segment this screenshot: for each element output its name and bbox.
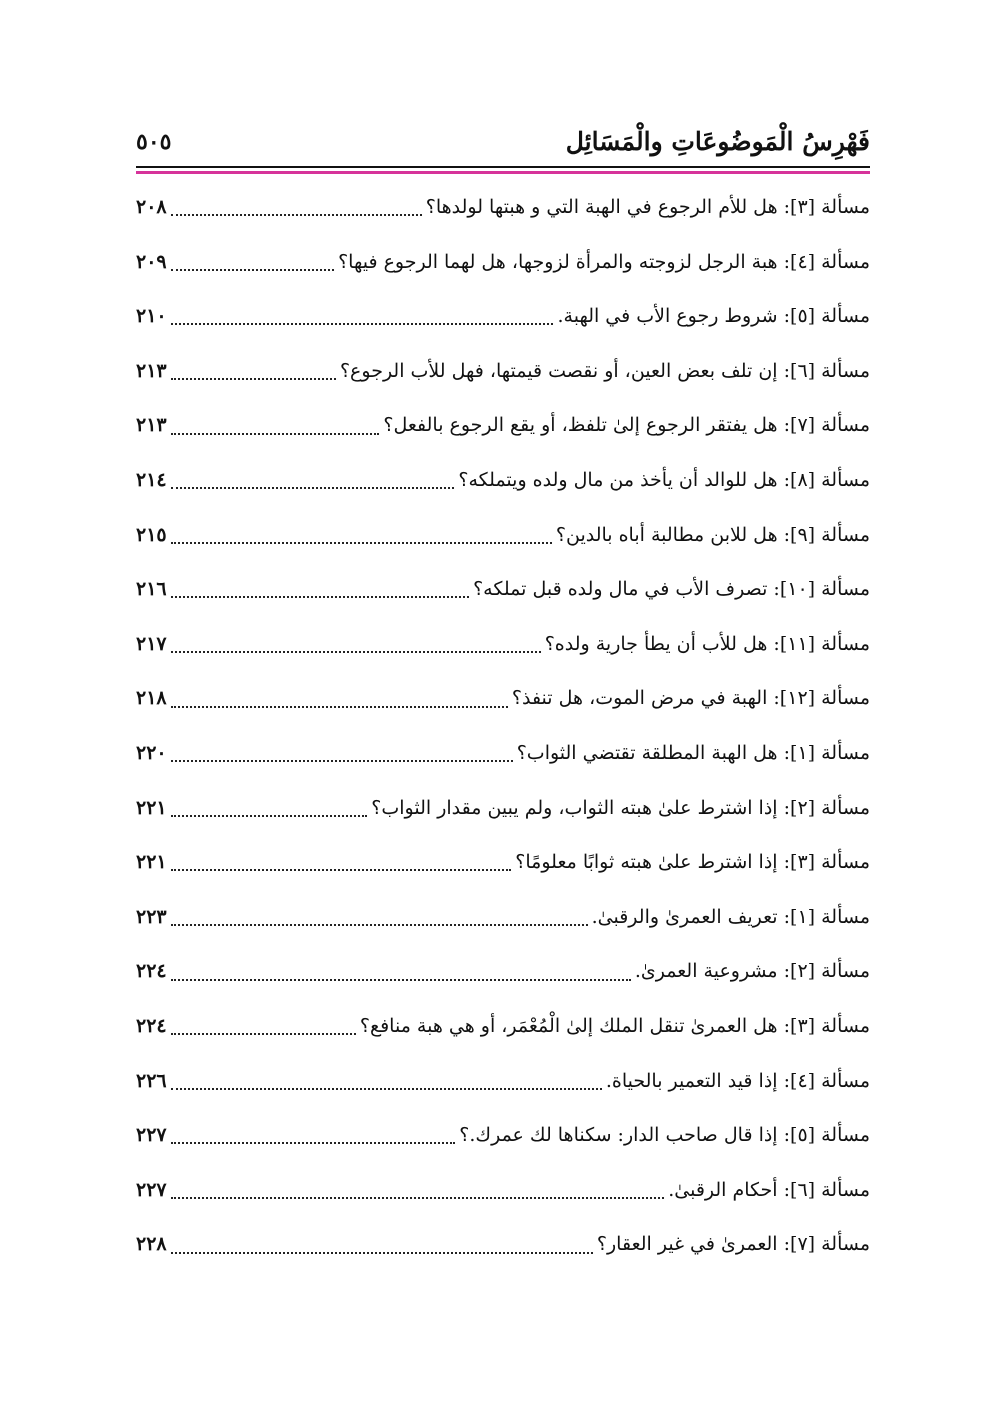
toc-entry xyxy=(136,1163,870,1218)
toc-entry xyxy=(136,180,870,235)
toc-entry-page: ٢٠٨ xyxy=(136,196,167,218)
toc-entry xyxy=(136,944,870,999)
toc-entry-label: مسألة [٣]: إذا اشترط علىٰ هبته ثوابًا معلومًا؟ xyxy=(515,851,870,874)
toc-entry-page: ٢١٨ xyxy=(136,687,167,710)
toc-entry-page: ٢٢٤ xyxy=(136,1014,167,1037)
toc-entry-leader xyxy=(171,760,513,762)
toc-entry-label: مسألة [٦]: أحكام الرقبىٰ. xyxy=(668,1178,870,1201)
toc-entry-label: مسألة [٢]: إذا اشترط علىٰ هبته الثواب، ولم يبين مقدار الثواب؟ xyxy=(371,796,870,819)
toc-entry-leader xyxy=(171,869,512,871)
toc-entry xyxy=(136,344,870,399)
toc-entry xyxy=(136,1108,870,1163)
toc-entry-leader xyxy=(171,1142,456,1144)
toc-entry-label: مسألة [٨]: هل للوالد أن يأخذ من مال ولده ويتملكه؟ xyxy=(458,468,870,491)
toc-entry-label: مسألة [٧]: هل يفتقر الرجوع إلىٰ تلفظ، أو يقع الرجوع بالفعل؟ xyxy=(383,414,870,437)
toc-entry-page: ٢٢٤ xyxy=(136,960,167,983)
toc-entry-label: مسألة [٥]: إذا قال صاحب الدار: سكناها لك عمرك.؟ xyxy=(459,1124,870,1147)
toc-entry-page: ٢٢٣ xyxy=(136,905,167,928)
toc-entry-leader xyxy=(171,979,631,981)
toc-entry-label: مسألة [١]: تعريف العمرىٰ والرقبىٰ. xyxy=(591,905,870,928)
toc-entry xyxy=(136,453,870,508)
toc-entry-leader xyxy=(171,378,336,380)
toc-entry-label: مسألة [١]: هل الهبة المطلقة تقتضي الثواب؟ xyxy=(516,741,870,764)
toc-entry xyxy=(136,671,870,726)
toc-entry xyxy=(136,508,870,563)
toc-entry-page: ٢٢١ xyxy=(136,796,167,819)
running-header xyxy=(136,122,870,162)
toc-entry-leader xyxy=(171,269,334,271)
toc-entry-page: ٢٢٨ xyxy=(136,1233,167,1256)
toc-entry-page: ٢٢٧ xyxy=(136,1124,167,1147)
toc-entry-label: مسألة [٤]: هبة الرجل لزوجته والمرأة لزوجها، هل لهما الرجوع فيها؟ xyxy=(338,250,870,273)
toc-entry-label: مسألة [٣]: هل العمرىٰ تنقل الملك إلىٰ الْمُعْمَر، أو هي هبة منافع؟ xyxy=(359,1014,870,1037)
toc-entry-leader xyxy=(171,214,422,216)
toc-entry-page: ٢٢١ xyxy=(136,851,167,874)
toc-entry-leader xyxy=(171,433,380,435)
toc-entry xyxy=(136,289,870,344)
toc-entry-leader xyxy=(171,1088,602,1090)
toc-entry-leader xyxy=(171,1197,665,1199)
toc-entry-leader xyxy=(171,323,554,325)
toc-entry-label: مسألة [٦]: إن تلف بعض العين، أو نقصت قيمتها، فهل للأب الرجوع؟ xyxy=(339,359,870,382)
toc-entry-page: ٢٢٧ xyxy=(136,1178,167,1201)
toc-entry-label: مسألة [١٢]: الهبة في مرض الموت، هل تنفذ؟ xyxy=(511,687,870,710)
toc-entry-label: مسألة [٤]: إذا قيد التعمير بالحياة. xyxy=(605,1069,870,1092)
toc-entry-page: ٢١٣ xyxy=(136,359,167,382)
toc-entry-label: مسألة [٥]: شروط رجوع الأب في الهبة. xyxy=(557,305,870,328)
toc-entry-leader xyxy=(171,706,508,708)
header-rule-pink xyxy=(136,171,870,174)
toc-entry-leader xyxy=(171,596,469,598)
toc-entry-label: مسألة [٣]: هل للأم الرجوع في الهبة التي و هبتها لولدها؟ xyxy=(425,196,870,218)
header-page-number: ٥٠٥ xyxy=(136,129,172,155)
toc-entry xyxy=(136,398,870,453)
toc-entry-leader xyxy=(171,542,552,544)
toc-entry-page: ٢١٧ xyxy=(136,632,167,655)
toc-entry-page: ٢٢٦ xyxy=(136,1069,167,1092)
toc-entry-label: مسألة [٢]: مشروعية العمرىٰ. xyxy=(634,960,870,983)
toc-entry-page: ٢٠٩ xyxy=(136,250,167,273)
toc-entry xyxy=(136,835,870,890)
toc-entry-page: ٢١٤ xyxy=(136,468,167,491)
toc-entry-label: مسألة [١١]: هل للأب أن يطأ جارية ولده؟ xyxy=(544,632,870,655)
toc-entry-page: ٢١٦ xyxy=(136,578,167,601)
toc-entry-leader xyxy=(171,487,455,489)
toc-entry-leader xyxy=(171,924,588,926)
header-rule-black xyxy=(136,166,870,168)
toc-entry xyxy=(136,726,870,781)
toc-entry xyxy=(136,235,870,290)
toc-entry-page: ٢٢٠ xyxy=(136,741,167,764)
toc-entry xyxy=(136,890,870,945)
toc-entry xyxy=(136,562,870,617)
toc-entry-label: مسألة [١٠]: تصرف الأب في مال ولده قبل تملكه؟ xyxy=(473,578,870,601)
toc-entry xyxy=(136,781,870,836)
header-title: فَهْرِسُ الْمَوضُوعَاتِ والْمَسَائِل xyxy=(565,127,870,156)
toc-entry xyxy=(136,1054,870,1109)
toc-entry xyxy=(136,617,870,672)
toc-entry-page: ٢١٥ xyxy=(136,523,167,546)
toc-entry-label: مسألة [٧]: العمرىٰ في غير العقار؟ xyxy=(596,1233,870,1256)
toc-list xyxy=(136,180,870,1272)
toc-entry-leader xyxy=(171,815,368,817)
toc-entry-page: ٢١٣ xyxy=(136,414,167,437)
toc-entry-label: مسألة [٩]: هل للابن مطالبة أباه بالدين؟ xyxy=(555,523,870,546)
toc-entry xyxy=(136,999,870,1054)
toc-entry-leader xyxy=(171,1033,356,1035)
toc-entry-leader xyxy=(171,1252,593,1254)
toc-entry xyxy=(136,1217,870,1272)
toc-entry-page: ٢١٠ xyxy=(136,305,167,328)
toc-entry-leader xyxy=(171,651,541,653)
